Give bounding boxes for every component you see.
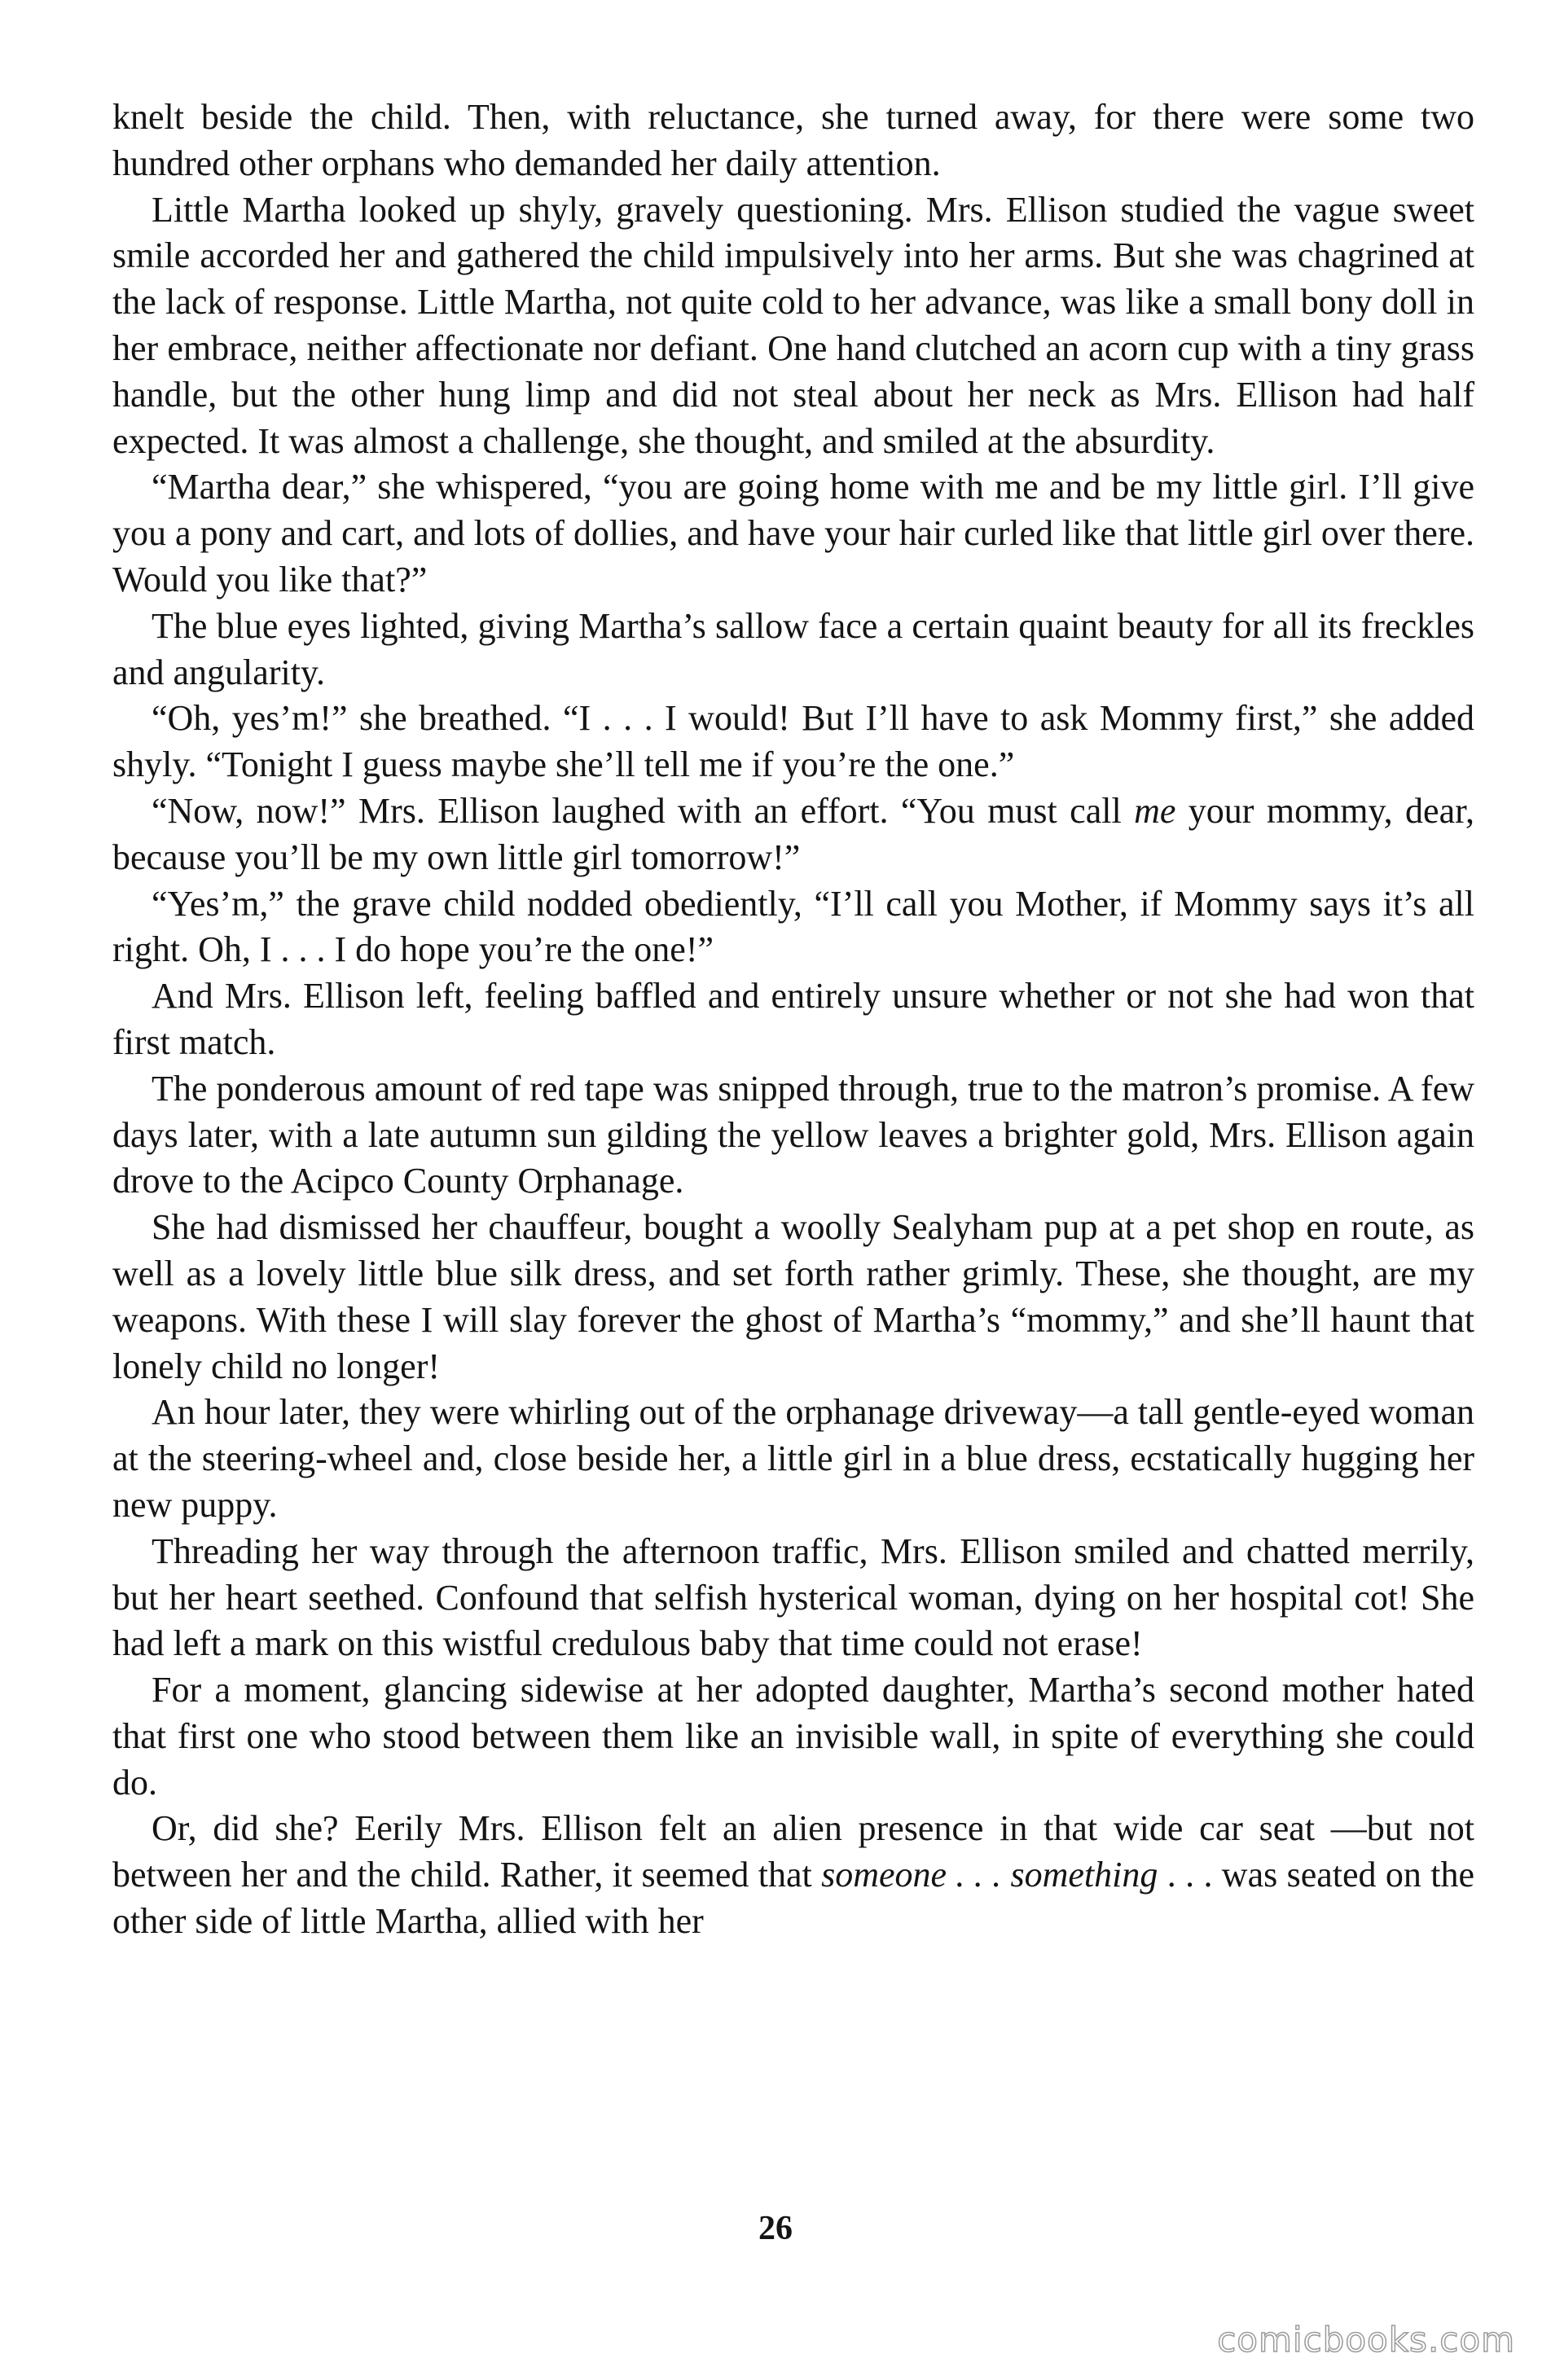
paragraph: She had dismissed her chauffeur, bought a woolly Sealyham pup at a pet shop en route, as well as a lovely little blue silk dress, and set forth rather grimly. These, she thought, are my weapons. With these I will slay forever the ghost of Martha’s “mommy,” and she’ll haunt that lonely child no longer! bbox=[112, 1207, 1474, 1386]
emphasis-text: someone . . . bbox=[821, 1855, 1002, 1895]
paragraph: knelt beside the child. Then, with reluctance, she turned away, for there were some two hundred other orphans who demanded her daily attention. bbox=[112, 97, 1474, 183]
body-text bbox=[112, 94, 1474, 1945]
watermark-logo: comicbooks.com bbox=[1217, 2320, 1515, 2360]
paragraph: And Mrs. Ellison left, feeling baffled and entirely unsure whether or not she had won that first match. bbox=[112, 976, 1474, 1062]
paragraph: The ponderous amount of red tape was snipped through, true to the matron’s promise. A few days later, with a late autumn sun gilding the yellow leaves a brighter gold, Mrs. Ellison again drove to the Acipco County Orphanage. bbox=[112, 1068, 1474, 1201]
emphasis-text: something bbox=[1010, 1855, 1158, 1895]
paragraph: “Yes’m,” the grave child nodded obediently, “I’ll call you Mother, if Mommy says it’s all right. Oh, I . . . I do hope you’re the one!” bbox=[112, 883, 1474, 970]
paragraph-text: your mommy, dear, because you’ll be my own little girl tomorrow!” bbox=[112, 790, 1475, 877]
paragraph-text: Or, did she? Eerily Mrs. Ellison felt an alien presence in that wide car seat —but not between her and the child. Rather, it seemed that bbox=[112, 1808, 1474, 1895]
paragraph-text: . . . was seated on the other side of little Martha, allied with her bbox=[112, 1855, 1474, 1942]
paragraph: The blue eyes lighted, giving Martha’s sallow face a certain quaint beauty for all its freckles and angularity. bbox=[112, 605, 1474, 692]
paragraph bbox=[112, 788, 1474, 881]
paragraph: “Martha dear,” she whispered, “you are going home with me and be my little girl. I’ll give you a pony and cart, and lots of dollies, and have your hair curled like that little girl over there. Would you like that?” bbox=[112, 467, 1474, 599]
paragraph-text bbox=[1001, 1855, 1010, 1895]
paragraph: “Oh, yes’m!” she breathed. “I . . . I would! But I’ll have to ask Mommy first,” she added shyly. “Tonight I guess maybe she’ll tell me if you’re the one.” bbox=[112, 698, 1474, 785]
paragraph: Threading her way through the afternoon traffic, Mrs. Ellison smiled and chatted merrily, but her heart seethed. Confound that selfish hysterical woman, dying on her hospital cot! She had left a mark on this wistful credulous baby that time could not erase! bbox=[112, 1530, 1474, 1664]
paragraph: An hour later, they were whirling out of the orphanage driveway—a tall gentle-eyed woman at the steering-wheel and, close beside her, a little girl in a blue dress, ecstatically hugging her new puppy. bbox=[112, 1392, 1474, 1525]
paragraph: For a moment, glancing sidewise at her adopted daughter, Martha’s second mother hated that first one who stood between them like an invisible wall, in spite of everything she could do. bbox=[112, 1670, 1474, 1803]
page-number: 26 bbox=[758, 2210, 793, 2247]
paragraph: Little Martha looked up shyly, gravely questioning. Mrs. Ellison studied the vague sweet smile accorded her and gathered the child impulsively into her arms. But she was chagrined at the lack of response. Little Martha, not quite cold to her advance, was like a small bony doll in her embrace, neither affectionate nor defiant. One hand clutched an acorn cup with a tiny grass handle, but the other hung limp and did not steal about her neck as Mrs. Ellison had half expected. It was almost a challenge, she thought, and smiled at the absurdity. bbox=[112, 189, 1474, 461]
paragraph bbox=[112, 1806, 1474, 1944]
paragraph-text: “Now, now!” Mrs. Ellison laughed with an effort. “You must call bbox=[152, 790, 1135, 831]
emphasis-text: me bbox=[1134, 790, 1176, 831]
